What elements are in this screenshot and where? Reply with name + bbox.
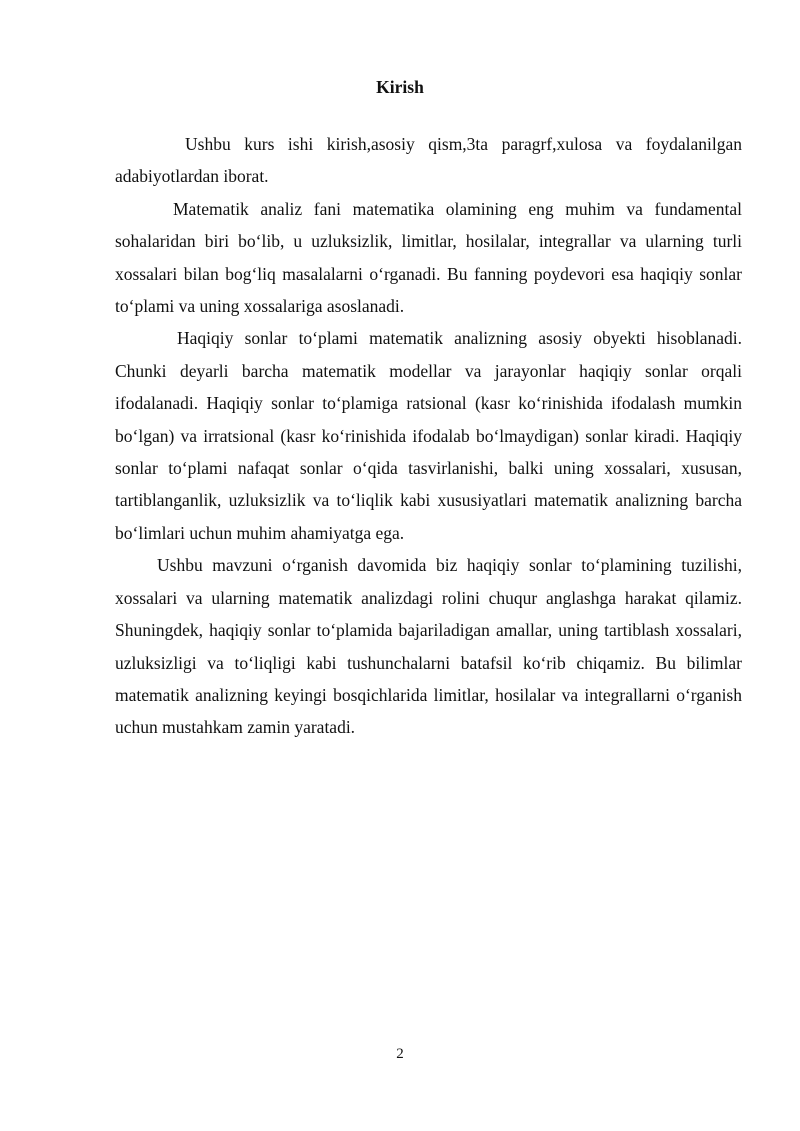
paragraph-analysis: Matematik analiz fani matematika olamining eng muhim va fundamental sohalaridan biri bo‘lib, u uzluksizlik, limitlar, hosilalar, integrallar va ularning turli xossalari bilan bog‘liq masalalarni o‘rganadi. Bu fanning poydevori esa haqiqiy sonlar to‘plami va uning xossalariga asoslanadi. [115, 198, 742, 317]
paragraph-goals: Ushbu mavzuni o‘rganish davomida biz haqiqiy sonlar to‘plamining tuzilishi, xossalari va ularning matematik analizdagi rolini chuqur anglashga harakat qilamiz. Shuningdek, haqiqiy sonlar to‘plamida bajariladigan amallar, uning tartiblash xossalari, uzluksizligi va to‘liqligi kabi tushunchalarni batafsil ko‘rib chiqamiz. Bu bilimlar matematik analizning keyingi bosqichlarida limitlar, hosilalar va integrallarni o‘rganish uchun mustahkam zamin yaratadi. [115, 555, 742, 738]
section-title: Kirish [376, 77, 424, 97]
paragraph-real-numbers: Haqiqiy sonlar to‘plami matematik analizning asosiy obyekti hisoblanadi. Chunki deyarli barcha matematik modellar va jarayonlar haqiqiy sonlar orqali ifodalanadi. Haqiqiy sonlar to‘plamiga ratsional (kasr ko‘rinishida ifodalash mumkin bo‘lgan) va irratsional (kasr ko‘rinishida ifodalab bo‘lmaydigan) sonlar kiradi. Haqiqiy sonlar to‘plami nafaqat sonlar o‘qida tasvirlanishi, balki uning xossalari, xususan, tartiblanganlik, uzluksizlik va to‘liqlik kabi xususiyatlari matematik analizning barcha bo‘limlari uchun muhim ahamiyatga ega. [115, 328, 742, 543]
page-number: 2 [396, 1046, 404, 1062]
paragraph-intro: Ushbu kurs ishi kirish,asosiy qism,3ta paragrf,xulosa va foydalanilgan adabiyotlardan iborat. [115, 134, 742, 187]
body-text [115, 128, 742, 744]
